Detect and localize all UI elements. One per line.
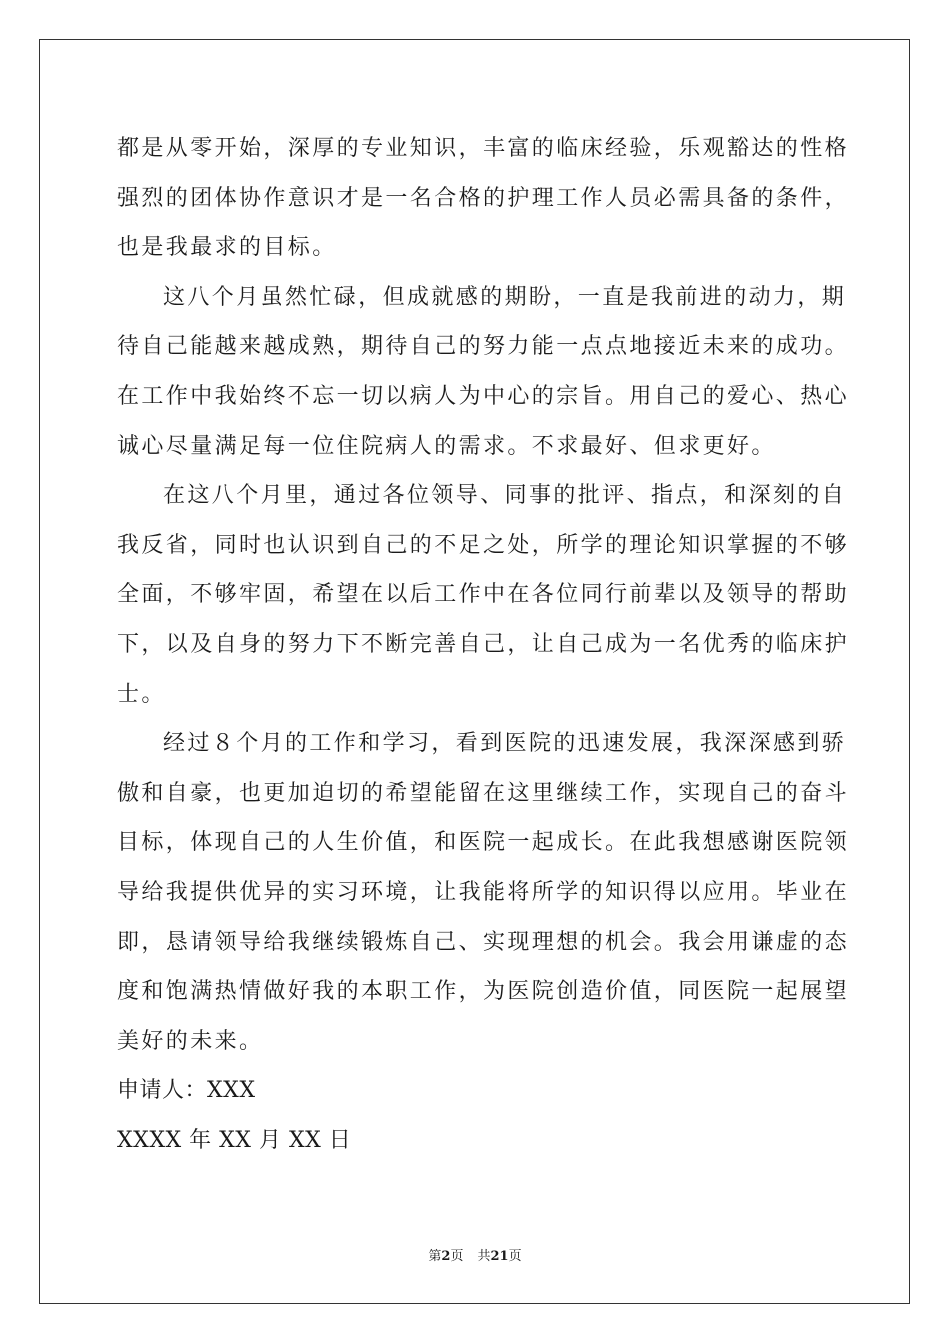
body-line-9: 我反省，同时也认识到自己的不足之处，所学的理论知识掌握的不够 (117, 532, 850, 558)
body-line-15: 目标，体现自己的人生价值，和医院一起成长。在此我想感谢医院领 (117, 830, 850, 856)
page-prefix: 第 (428, 1249, 442, 1264)
applicant-signature: 申请人：XXX (117, 1078, 256, 1104)
body-line-17: 即，恳请领导给我继续锻炼自己、实现理想的机会。我会用谦虚的态 (117, 929, 850, 955)
body-line-13: 经过８个月的工作和学习，看到医院的迅速发展，我深深感到骄 (163, 731, 847, 757)
body-line-10: 全面，不够牢固，希望在以后工作中在各位同行前辈以及领导的帮助 (117, 582, 850, 608)
document-body (117, 124, 850, 1165)
total-pages: 21 (490, 1249, 509, 1264)
total-suffix: 页 (508, 1249, 522, 1264)
body-line-1: 都是从零开始，深厚的专业知识，丰富的临床经验，乐观豁达的性格 (117, 136, 850, 161)
body-line-5: 待自己能越来越成熟，期待自己的努力能一点点地接近未来的成功。 (117, 334, 850, 360)
total-prefix: 共 (477, 1249, 491, 1264)
body-line-18: 度和饱满热情做好我的本职工作，为医院创造价值，同医院一起展望 (117, 979, 850, 1005)
body-line-19: 美好的未来。 (117, 1028, 264, 1054)
page-suffix: 页 (450, 1249, 464, 1264)
body-line-7: 诚心尽量满足每一位住院病人的需求。不求最好、但求更好。 (117, 433, 776, 459)
body-line-8: 在这八个月里，通过各位领导、同事的批评、指点，和深刻的自 (163, 483, 847, 509)
body-line-4: 这八个月虽然忙碌，但成就感的期盼，一直是我前进的动力，期 (163, 284, 847, 310)
body-line-14: 傲和自豪，也更加迫切的希望能留在这里继续工作，实现自己的奋斗 (117, 780, 850, 806)
body-line-12: 士。 (117, 681, 166, 707)
body-line-16: 导给我提供优异的实习环境，让我能将所学的知识得以应用。毕业在 (117, 879, 850, 905)
body-line-11: 下，以及自身的努力下不断完善自己，让自己成为一名优秀的临床护 (117, 631, 850, 657)
body-line-3: 也是我最求的目标。 (117, 235, 337, 261)
page-footer (0, 1247, 950, 1267)
body-line-2: 强烈的团体协作意识才是一名合格的护理工作人员必需具备的条件， (117, 185, 850, 211)
body-line-6: 在工作中我始终不忘一切以病人为中心的宗旨。用自己的爱心、热心 (117, 383, 850, 409)
signature-date: XXXX 年 XX 月 XX 日 (117, 1127, 352, 1153)
page-number: 2 (441, 1249, 451, 1264)
